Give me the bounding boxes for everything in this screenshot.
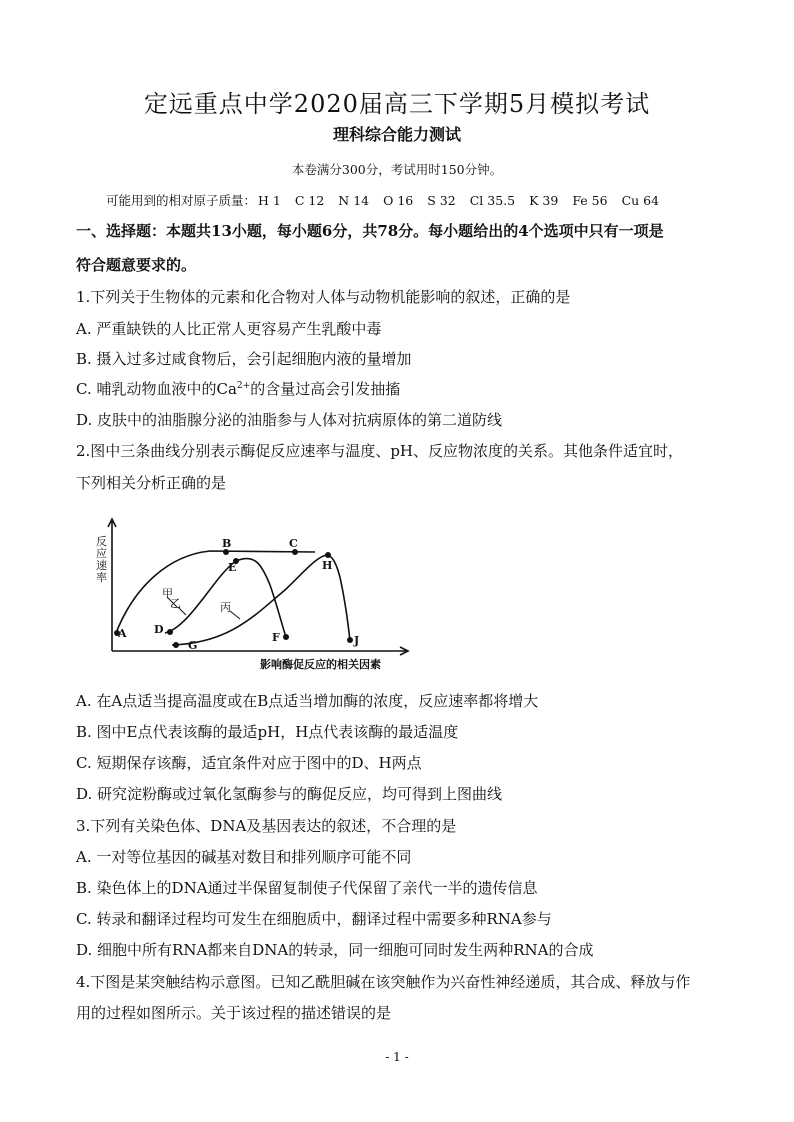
atom-mass: Fe 56 [572,193,608,208]
q2-stem-cont: 下列相关分析正确的是 [76,474,227,492]
atom-mass: Cl 35.5 [469,193,516,208]
q3-option-c: C. 转录和翻译过程均可发生在细胞质中，翻译过程中需要多种RNA参与 [76,910,552,928]
point-h-dot [325,552,331,558]
point-j-label: J [354,634,360,647]
atoms-label: 可能用到的相对原子质量： [106,193,257,208]
point-g-label: G [188,639,198,652]
section-heading-cont: 符合题意要求的。 [76,256,197,274]
atom-mass: S 32 [427,193,456,208]
curve-label-jia: 甲 [162,587,173,600]
q2-option-b: B. 图中E点代表该酶的最适pH，H点代表该酶的最适温度 [76,723,459,741]
q3-stem: 3.下列有关染色体、DNA及基因表达的叙述，不合理的是 [76,817,457,835]
atomic-mass-line [106,191,673,209]
q1-option-c-pre: C. 哺乳动物血液中的Ca [76,380,237,398]
q2-option-d: D. 研究淀粉酶或过氧化氢酶参与的酶促反应，均可得到上图曲线 [76,785,503,803]
curve-jia [116,551,315,633]
score-note: 本卷满分300分，考试用时150分钟。 [291,162,503,177]
q2-stem: 2.图中三条曲线分别表示酶促反应速率与温度、pH、反应物浓度的关系。其他条件适宜时， [76,442,683,460]
y-axis-label-char: 率 [96,571,107,584]
q2-option-a: A. 在A点适当提高温度或在B点适当增加酶的浓度，反应速率都将增大 [76,692,539,710]
point-h-label: H [322,559,333,572]
q1-option-d: D. 皮肤中的油脂腺分泌的油脂参与人体对抗病原体的第二道防线 [76,411,503,429]
point-b-label: B [222,537,232,550]
ion-charge: 2+ [236,381,251,391]
atom-mass: K 39 [529,193,559,208]
curve-yi [165,558,286,637]
point-f-label: F [272,631,280,644]
q3-option-a: A. 一对等位基因的碱基对数目和排列顺序可能不同 [76,848,412,866]
q1-stem: 1.下列关于生物体的元素和化合物对人体与动物机能影响的叙述，正确的是 [76,288,571,306]
q4-stem-cont: 用的过程如图所示。关于该过程的描述错误的是 [76,1004,392,1022]
page-number: - 1 - [385,1050,409,1064]
page-title: 定远重点中学2020届高三下学期5月模拟考试 [143,90,651,118]
point-c-label: C [289,537,298,550]
point-d-label: D [154,623,164,636]
y-axis-label-char: 应 [96,547,107,560]
page-subtitle: 理科综合能力测试 [332,125,461,144]
y-axis-label-char: 反 [96,535,107,548]
section-heading: 一、选择题：本题共13小题，每小题6分，共78分。每小题给出的4个选项中只有一项是 [76,222,664,240]
q1-option-b: B. 摄入过多过咸食物后，会引起细胞内液的量增加 [76,350,412,368]
q3-option-d: D. 细胞中所有RNA都来自DNA的转录，同一细胞可同时发生两种RNA的合成 [76,941,594,959]
q3-option-b: B. 染色体上的DNA通过半保留复制使子代保留了亲代一半的遗传信息 [76,879,538,897]
label-line-bing [230,611,240,619]
y-axis-label-char [96,535,107,584]
atom-mass: H 1 [258,193,281,208]
point-g-dot [173,642,179,648]
q1-option-a: A. 严重缺铁的人比正常人更容易产生乳酸中毒 [76,320,382,338]
curve-label-yi: 乙 [170,597,181,610]
enzyme-rate-figure [90,515,430,675]
point-a-label: A [118,627,127,640]
q4-stem: 4.下图是某突触结构示意图。已知乙酰胆碱在该突触作为兴奋性神经递质，其合成、释放与作 [76,973,691,991]
point-d-dot [167,629,173,635]
q2-option-c: C. 短期保存该酶，适宜条件对应于图中的D、H两点 [76,754,422,772]
x-axis-label: 影响酶促反应的相关因素 [260,658,381,671]
q1-option-c-post: 的含量过高会引发抽搐 [250,380,401,398]
atom-mass: C 12 [294,193,325,208]
point-e-label: E [228,561,237,574]
curve-label-bing: 丙 [220,601,231,614]
point-f-dot [283,634,289,640]
atom-mass: O 16 [383,193,414,208]
atom-mass: Cu 64 [621,193,660,208]
q1-option-c [76,378,400,399]
y-axis-label-char: 速 [96,559,107,572]
atom-mass: N 14 [338,193,370,208]
point-j-dot [347,637,353,643]
